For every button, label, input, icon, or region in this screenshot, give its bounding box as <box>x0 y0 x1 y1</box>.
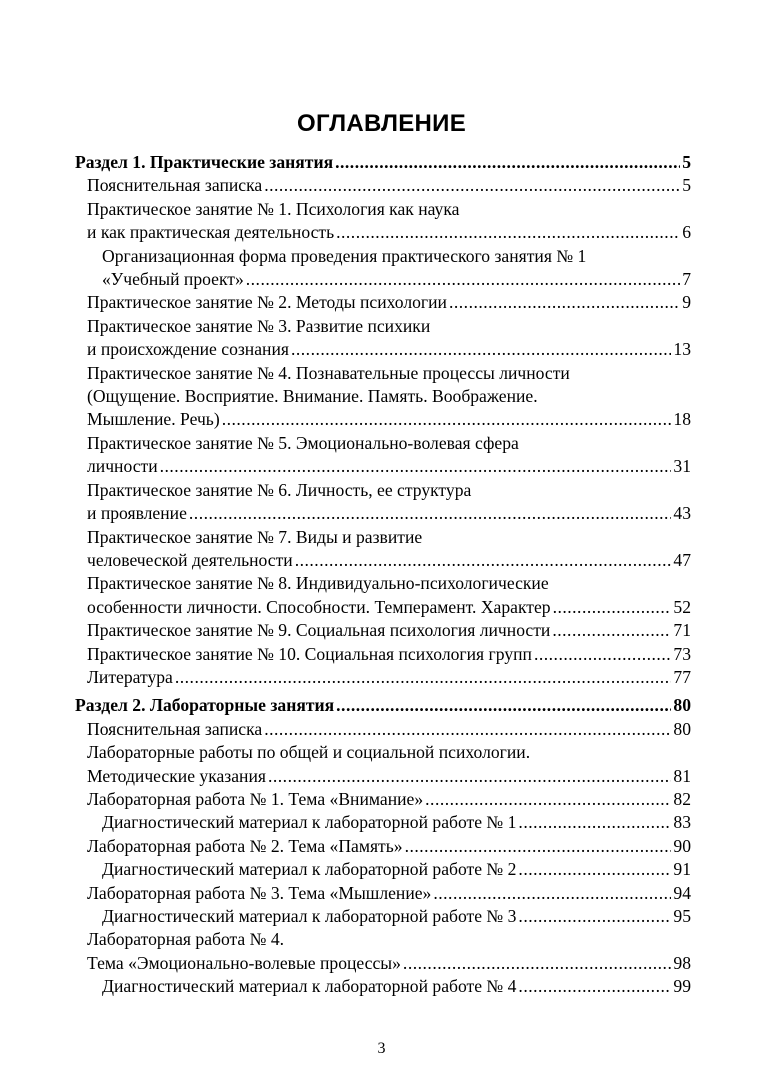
toc-subentry[interactable] <box>75 858 691 881</box>
toc-page-number: 7 <box>682 269 691 290</box>
toc-subentry[interactable] <box>75 811 691 834</box>
toc-entry[interactable] <box>75 291 691 314</box>
toc-entry-label: Лабораторная работа № 2. Тема «Память» <box>87 835 403 856</box>
toc-entry-label: Диагностический материал к лабораторной работе № 1 <box>102 812 517 833</box>
toc-page-number: 98 <box>673 952 691 973</box>
toc-entry-label: и проявление <box>87 503 187 524</box>
toc-section-label: Раздел 2. Лабораторные занятия <box>75 695 335 716</box>
dot-leader <box>336 221 680 244</box>
toc-page-number: 47 <box>673 549 691 570</box>
dot-leader <box>268 765 671 788</box>
toc-entry-label: Мышление. Речь) <box>87 409 220 430</box>
dot-leader <box>335 151 680 174</box>
dot-leader <box>552 619 671 642</box>
toc-page-number: 43 <box>673 503 691 524</box>
dot-leader <box>534 643 671 666</box>
dot-leader <box>518 975 671 998</box>
toc-page-number: 5 <box>682 175 691 196</box>
toc-page-number: 5 <box>682 152 691 172</box>
dot-leader <box>405 835 672 858</box>
toc-page-number: 81 <box>673 765 691 786</box>
toc-entry-label: и как практическая деятельность <box>87 222 335 243</box>
toc-page-number: 94 <box>673 882 691 903</box>
toc-page-number: 9 <box>682 292 691 313</box>
dot-leader <box>175 666 672 689</box>
toc-entry-label: «Учебный проект» <box>102 269 244 290</box>
dot-leader <box>449 291 680 314</box>
toc-page-number: 77 <box>673 666 691 687</box>
toc-entry[interactable] <box>75 479 691 526</box>
toc-entry-line: Организационная форма проведения практического занятия № 1 <box>102 245 587 266</box>
dot-leader <box>425 788 671 811</box>
dot-leader <box>336 694 671 717</box>
dot-leader <box>189 502 672 525</box>
toc-page-number: 83 <box>673 812 691 833</box>
toc-entry-line: (Ощущение. Восприятие. Внимание. Память. Воображение. <box>87 386 538 407</box>
toc-page-number: 80 <box>673 718 691 739</box>
toc-entry-label: Тема «Эмоционально-волевые процессы» <box>87 952 401 973</box>
toc-entry-label: Литература <box>87 666 173 687</box>
toc-section-label: Раздел 1. Практические занятия <box>75 152 334 172</box>
toc-entry-line: Практическое занятие № 1. Психология как наука <box>87 198 460 219</box>
toc-entry[interactable] <box>75 619 691 642</box>
toc-entry-label: Лабораторная работа № 3. Тема «Мышление» <box>87 882 432 903</box>
toc-page-number: 80 <box>673 695 691 716</box>
dot-leader <box>518 811 671 834</box>
toc-entry-label: Диагностический материал к лабораторной работе № 4 <box>102 976 517 997</box>
toc-page-number: 13 <box>673 339 691 360</box>
dot-leader <box>518 858 671 881</box>
toc-page-number: 90 <box>673 835 691 856</box>
toc-subentry[interactable] <box>75 245 691 292</box>
toc-entry[interactable] <box>75 666 691 689</box>
toc-entry-label: Практическое занятие № 9. Социальная психология личности <box>87 620 551 641</box>
toc-page-number: 95 <box>673 906 691 926</box>
dot-leader <box>295 549 672 572</box>
toc-entry-label: Диагностический материал к лабораторной работе № 3 <box>102 906 517 926</box>
toc-page-number: 52 <box>673 596 691 617</box>
toc-entry[interactable] <box>75 835 691 858</box>
toc-page-number: 71 <box>673 620 691 641</box>
page-title: ОГЛАВЛЕНИЕ <box>296 110 467 137</box>
toc-entry-label: особенности личности. Способности. Темперамент. Характер <box>87 596 551 617</box>
toc-subentry[interactable] <box>75 975 691 998</box>
toc-page-number: 6 <box>682 222 691 243</box>
toc-entry[interactable] <box>75 315 691 362</box>
toc-page-number: 73 <box>673 643 691 664</box>
toc-entry-label: Пояснительная записка <box>87 718 263 739</box>
toc-entry[interactable] <box>75 198 691 245</box>
toc-entry[interactable] <box>75 788 691 811</box>
toc-page-number: 99 <box>673 976 691 997</box>
toc-entry-label: Практическое занятие № 2. Методы психологии <box>87 292 447 313</box>
toc-page-number: 18 <box>673 409 691 430</box>
toc-entry-line: Практическое занятие № 4. Познавательные процессы личности <box>87 362 570 383</box>
toc-entry[interactable] <box>75 526 691 573</box>
toc-entry-line: Лабораторная работа № 4. <box>87 929 285 950</box>
dot-leader <box>553 596 672 619</box>
dot-leader <box>264 174 680 197</box>
toc-entry[interactable] <box>75 174 691 197</box>
toc-section-1[interactable] <box>75 151 691 174</box>
toc-entry-label: Методические указания <box>87 765 266 786</box>
toc-entry[interactable] <box>75 362 691 432</box>
toc-entry[interactable] <box>75 718 691 741</box>
toc-entry-line: Практическое занятие № 3. Развитие психики <box>87 315 431 336</box>
toc-section-2[interactable] <box>75 694 691 717</box>
toc-entry[interactable] <box>75 928 691 975</box>
toc-entry-label: Практическое занятие № 10. Социальная психология групп <box>87 643 532 664</box>
toc-page-number: 82 <box>673 788 691 809</box>
toc-entry[interactable] <box>75 882 691 905</box>
dot-leader <box>291 338 671 361</box>
toc-entry-label: человеческой деятельности <box>87 549 293 570</box>
dot-leader <box>222 408 672 431</box>
dot-leader <box>160 455 672 478</box>
toc-page-number: 31 <box>673 456 691 477</box>
toc-subentry[interactable] <box>75 905 691 928</box>
toc-entry[interactable] <box>75 643 691 666</box>
toc-entry-label: Лабораторная работа № 1. Тема «Внимание» <box>87 788 424 809</box>
dot-leader <box>264 718 671 741</box>
dot-leader <box>518 905 671 928</box>
toc-entry-line: Практическое занятие № 5. Эмоционально-волевая сфера <box>87 432 519 453</box>
toc-entry-label: Диагностический материал к лабораторной работе № 2 <box>102 859 517 880</box>
page-number: 3 <box>377 1040 386 1057</box>
toc-entry-label: и происхождение сознания <box>87 339 289 360</box>
toc-page-number: 91 <box>673 859 691 880</box>
toc-entry-line: Лабораторные работы по общей и социальной психологии. <box>87 742 531 763</box>
dot-leader <box>403 952 671 975</box>
table-of-contents <box>75 151 691 999</box>
toc-entry[interactable] <box>75 572 691 619</box>
dot-leader <box>433 882 671 905</box>
dot-leader <box>246 268 680 291</box>
toc-entry-line: Практическое занятие № 8. Индивидуально-психологические <box>87 573 549 594</box>
toc-entry[interactable] <box>75 741 691 788</box>
toc-entry[interactable] <box>75 432 691 479</box>
toc-entry-label: Пояснительная записка <box>87 175 263 196</box>
toc-entry-label: личности <box>87 456 158 477</box>
toc-entry-line: Практическое занятие № 7. Виды и развитие <box>87 526 423 547</box>
toc-entry-line: Практическое занятие № 6. Личность, ее структура <box>87 479 472 500</box>
